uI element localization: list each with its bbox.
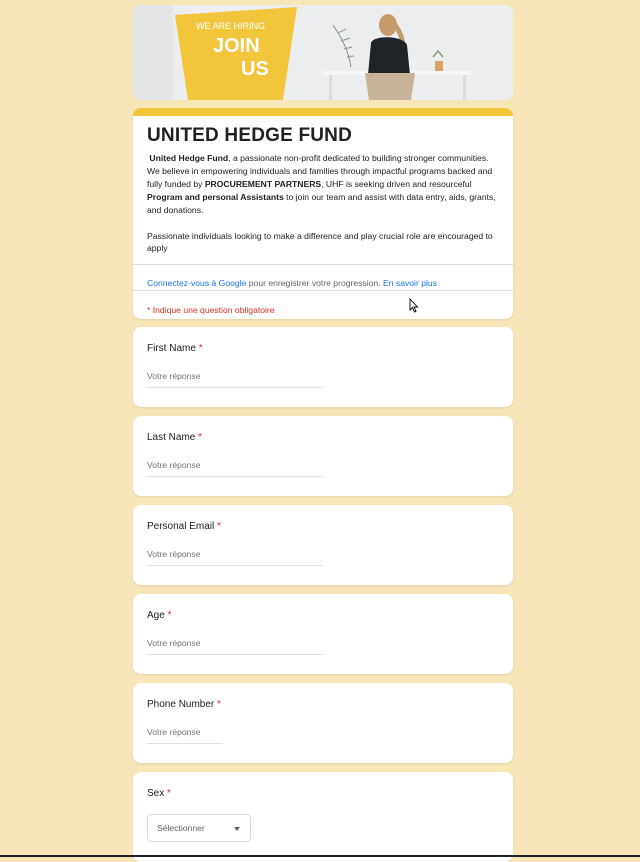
- banner-tagline: WE ARE HIRING: [196, 21, 266, 31]
- required-star: *: [167, 610, 172, 621]
- personal-email-input[interactable]: Votre réponse: [147, 549, 323, 566]
- phone-number-input[interactable]: Votre réponse: [147, 727, 223, 744]
- sex-dropdown[interactable]: [147, 814, 251, 842]
- question-label: Age *: [147, 610, 172, 621]
- desc-org-name: United Hedge Fund: [149, 153, 229, 163]
- signin-notice: [147, 278, 437, 288]
- question-phone-number: [133, 683, 513, 763]
- divider: [133, 264, 513, 265]
- header-banner-image: [133, 5, 513, 100]
- signin-link[interactable]: Connectez-vous à Google: [147, 278, 247, 288]
- mouse-cursor-icon: [409, 298, 419, 314]
- banner-headline-1: JOIN: [213, 35, 260, 57]
- form-header-card: [133, 108, 513, 319]
- desc-text-3: to join our team and assist with data entry, aids, grants, and donations.: [147, 191, 496, 215]
- question-label: Phone Number *: [147, 699, 221, 710]
- required-star: *: [167, 788, 171, 799]
- required-star: *: [217, 699, 221, 710]
- question-first-name: [133, 327, 513, 407]
- required-note: * Indique une question obligatoire: [147, 305, 275, 315]
- question-last-name: [133, 416, 513, 496]
- question-label: Sex *: [147, 788, 171, 799]
- required-star: *: [198, 343, 203, 354]
- question-age: [133, 594, 513, 674]
- question-label: Personal Email *: [147, 521, 221, 532]
- required-star: *: [198, 432, 203, 443]
- question-label: First Name *: [147, 343, 203, 354]
- desc-paragraph-2: Passionate individuals looking to make a difference and play crucial role are encouraged to apply: [147, 230, 493, 254]
- desc-role-name: Program and personal Assistants: [147, 191, 284, 202]
- question-personal-email: [133, 505, 513, 585]
- desc-text-1: , a passionate non-profit dedicated to building stronger communities. We believe in empowering individuals and families through impactful programs backed and fully funded by: [147, 153, 493, 189]
- form-title: UNITED HEDGE FUND: [147, 125, 353, 146]
- chevron-down-icon: [234, 827, 240, 831]
- required-star: *: [217, 521, 221, 532]
- first-name-input[interactable]: Votre réponse: [147, 371, 323, 388]
- question-label: Last Name *: [147, 432, 203, 443]
- age-input[interactable]: Votre réponse: [147, 638, 323, 655]
- last-name-input[interactable]: Votre réponse: [147, 460, 323, 477]
- dropdown-value: Sélectionner: [157, 823, 205, 833]
- form-description: [147, 152, 503, 255]
- signin-text: pour enregistrer votre progression.: [246, 278, 383, 288]
- learn-more-link[interactable]: En savoir plus: [383, 278, 437, 288]
- banner-headline-2: US: [241, 58, 269, 80]
- divider: [133, 290, 513, 291]
- desc-partner-name: PROCUREMENT PARTNERS: [204, 178, 322, 189]
- desc-text-2: , UHF is seeking driven and resourceful: [321, 178, 472, 189]
- question-sex: [133, 772, 513, 862]
